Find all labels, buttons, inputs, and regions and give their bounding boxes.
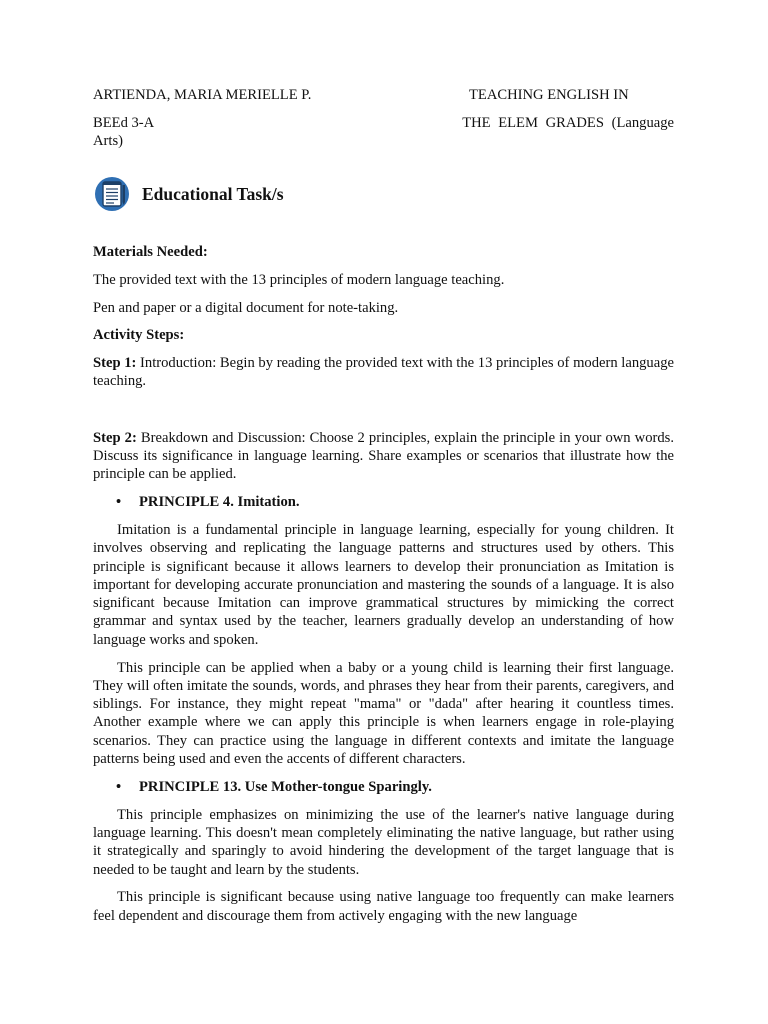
principle-13-heading — [93, 778, 674, 796]
student-name: ARTIENDA, MARIA MERIELLE P. — [93, 87, 312, 103]
step-1-label: Step 1: — [93, 355, 137, 372]
step-1 — [93, 354, 674, 391]
header-row-2-line — [93, 114, 674, 132]
bullet: • — [116, 494, 122, 511]
task-title: Educational Task/s — [142, 183, 284, 204]
principle-13-paragraph-1: This principle emphasizes on minimizing the use of the learner's native language during language learning. This doesn't mean completely eliminating the native language, but rather using it strategically and sparingly to avoid hindering the development of the target language that is needed to be taught and learn by the students. — [93, 806, 674, 878]
bullet: • — [116, 778, 122, 795]
principle-13-title: PRINCIPLE 13. Use Mother-tongue Sparingly. — [139, 778, 432, 795]
document-page — [93, 86, 674, 925]
principle-4-paragraph-2: This principle can be applied when a baby or a young child is learning their first language. They will often imitate the sounds, words, and phrases they hear from their parents, caregivers, and siblings. For instance, they might repeat "mama" or "dada" after hearing it countless times. Another example where we can apply this principle is when learners engage in role-playing scenarios. They can practice using the language in different contexts and imitate the language patterns being used and even the accents of different characters. — [93, 659, 674, 768]
step-2 — [93, 429, 674, 484]
step-2-label: Step 2: — [93, 429, 137, 446]
step-2-text: Breakdown and Discussion: Choose 2 principles, explain the principle in your own words. Discuss its significance in language learning. Share examples or scenarios that illustrate how the principle can be applied. — [93, 429, 674, 483]
course-title-line-3: Arts) — [93, 133, 123, 149]
materials-item-2: Pen and paper or a digital document for note-taking. — [93, 299, 399, 316]
principle-13-paragraph-2: This principle is significant because using native language too frequently can make learners feel dependent and discourage them from actively engaging with the new language — [93, 889, 674, 924]
course-title-line-1: TEACHING ENGLISH IN — [469, 87, 629, 103]
materials-item-1: The provided text with the 13 principles of modern language teaching. — [93, 271, 505, 288]
student-section: BEEd 3-A — [93, 115, 155, 131]
notepad-icon — [94, 176, 130, 212]
header-row-2 — [93, 114, 674, 150]
step-1-text: Introduction: Begin by reading the provided text with the 13 principles of modern language teaching. — [93, 355, 674, 390]
principle-4-paragraph-1: Imitation is a fundamental principle in language learning, especially for young children. It involves observing and replicating the language patterns and structures used by others. This principle is significant because it allows learners to develop their pronunciation as Imitation is important for developing accurate pronunciation and mastering the sounds of a language. It is also significant because Imitation can improve grammatical structures by mimicking the correct grammar and syntax used by the teacher, learners gradually develop an understanding of how language works and spoken. — [93, 521, 674, 648]
course-title-line-2: THE ELEM GRADES (Language — [462, 115, 674, 131]
header-row-1 — [93, 86, 674, 105]
principle-4-heading — [93, 493, 674, 511]
activity-heading: Activity Steps: — [93, 327, 185, 344]
task-heading — [93, 174, 674, 214]
materials-heading: Materials Needed: — [93, 244, 208, 260]
principle-4-title: PRINCIPLE 4. Imitation. — [139, 494, 300, 511]
